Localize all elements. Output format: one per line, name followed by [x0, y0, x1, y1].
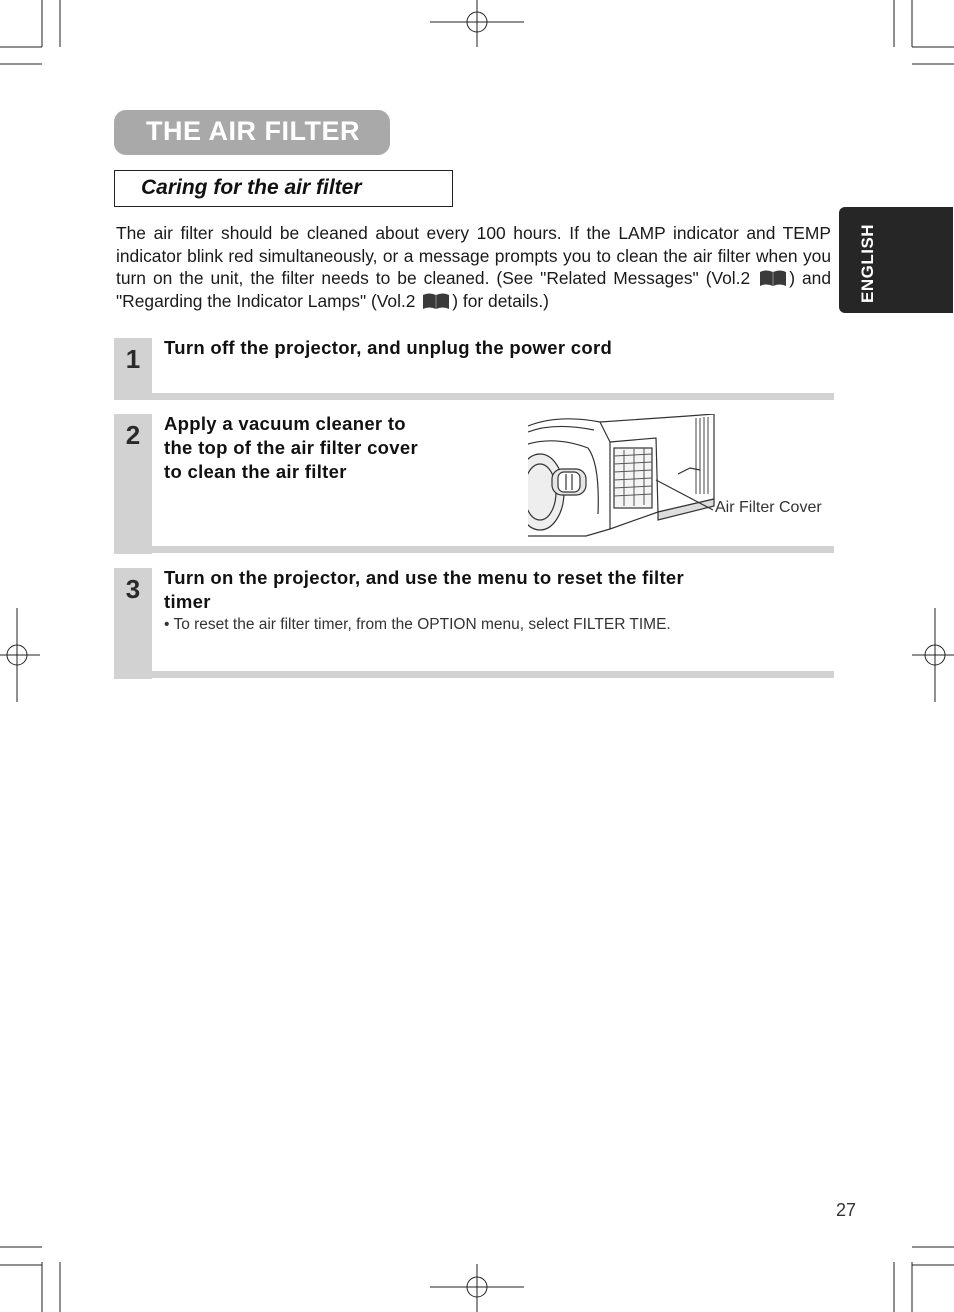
step-divider: [114, 393, 834, 400]
intro-text-3: ) for details.): [452, 290, 549, 311]
intro-paragraph: [116, 222, 831, 312]
step-number: 1: [125, 344, 141, 374]
step-title: [164, 566, 684, 614]
step-2: [114, 414, 834, 554]
book-icon: [422, 292, 450, 310]
section-header: [114, 110, 390, 155]
step-title-line: Turn on the projector, and use the menu to reset the filter: [164, 567, 684, 588]
air-filter-cover-label: Air Filter Cover: [715, 499, 822, 516]
language-tab: [839, 207, 953, 313]
step-1: [114, 338, 834, 400]
step-title: [164, 412, 418, 484]
language-label: ENGLISH: [858, 223, 877, 303]
intro-text-1: The air filter should be cleaned about every 100 hours. If the LAMP indicator and TEMP indicator blink red simultaneously, or a message prompts you to clean the air filter when you turn on the unit, the filter needs to be cleaned. (See "Related Messages" (Vol.2: [116, 223, 831, 288]
projector-illustration: [528, 414, 718, 539]
step-number: 3: [125, 574, 141, 604]
step-divider: [114, 671, 834, 678]
step-title-line: timer: [164, 591, 211, 612]
step-number: 2: [125, 420, 141, 450]
step-title: Turn off the projector, and unplug the power cord: [164, 337, 613, 358]
step-title-line: the top of the air filter cover: [164, 437, 418, 458]
intro-text-2: ) and "Regarding the Indicator Lamps" (Vol.2: [116, 268, 831, 311]
subsection-heading-box: [114, 170, 453, 207]
step-note: • To reset the air filter timer, from the OPTION menu, select FILTER TIME.: [164, 616, 671, 633]
page-title: THE AIR FILTER: [146, 116, 360, 146]
step-3: [114, 568, 834, 679]
subsection-title: Caring for the air filter: [141, 176, 362, 199]
page-number: 27: [836, 1200, 857, 1220]
step-title-line: Apply a vacuum cleaner to: [164, 413, 406, 434]
step-divider: [114, 546, 834, 553]
book-icon: [759, 269, 787, 287]
step-title-line: to clean the air filter: [164, 461, 347, 482]
